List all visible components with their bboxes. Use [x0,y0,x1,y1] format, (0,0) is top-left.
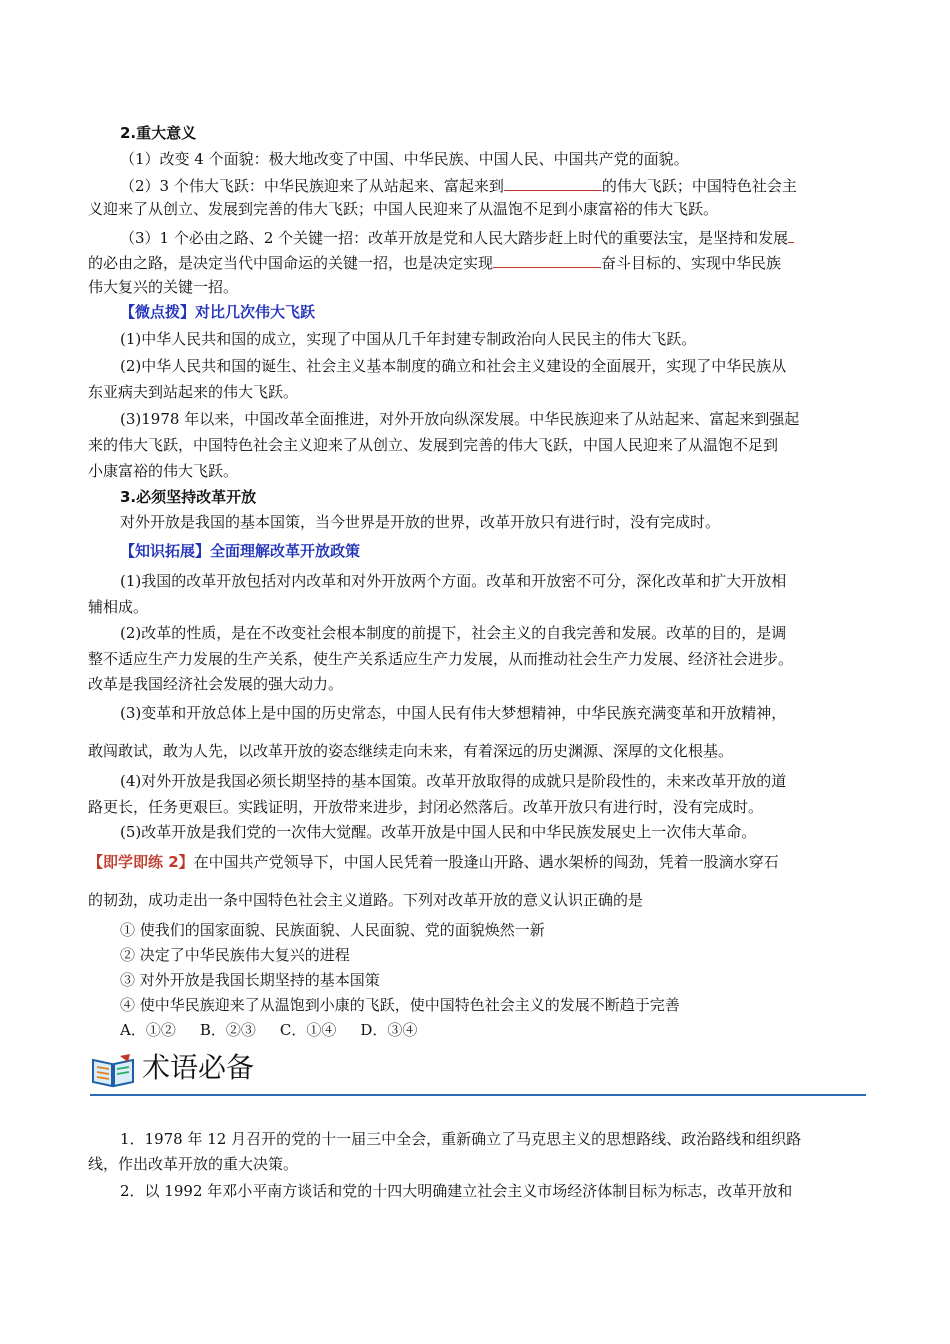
paragraph: 伟大复兴的关键一招。 [88,278,239,296]
paragraph [120,226,868,249]
tip-paragraph: (1)中华人民共和国的成立，实现了中国从几千年封建专制政治向人民民主的伟大飞跃。 [120,330,697,348]
term-paragraph: 2．以 1992 年邓小平南方谈话和党的十四大明确建立社会主义市场经济体制目标为标志，改革开放和 [120,1182,793,1200]
text-span: （3）1 个必由之路、2 个关键一招：改革开放是党和人民大踏步赶上时代的重要法宝，是坚持和发展 [120,229,789,247]
tip-paragraph: 整不适应生产力发展的生产关系，使生产关系适应生产力发展，从而推动社会生产力发展、经济社会进步。 [88,650,794,668]
answer-blank [504,174,602,191]
tip-paragraph: (4)对外开放是我国必须长期坚持的基本国策。改革开放取得的成就只是阶段性的，未来改革开放的道 [120,772,787,790]
text-span: 的伟大飞跃；中国特色社会主 [601,177,797,195]
paragraph: 义迎来了从创立、发展到完善的伟大飞跃；中国人民迎来了从温饱不足到小康富裕的伟大飞跃。 [88,200,719,218]
paragraph [88,251,868,274]
tip-paragraph: (5)改革开放是我们党的一次伟大觉醒。改革开放是中国人民和中华民族发展史上一次伟大革命。 [120,823,757,841]
paragraph: （1）改变 4 个面貌：极大地改变了中国、中华民族、中国人民、中国共产党的面貌。 [120,150,689,168]
exercise-question: 的韧劲，成功走出一条中国特色社会主义道路。下列对改革开放的意义认识正确的是 [88,891,644,909]
text-span: 在中国共产党领导下，中国人民凭着一股逢山开路、遇水架桥的闯劲，凭着一股滴水穿石 [193,853,779,871]
tip-paragraph: (1)我国的改革开放包括对内改革和对外开放两个方面。改革和开放密不可分，深化改革和扩大开放相 [120,572,787,590]
tip-paragraph: (3)变革和开放总体上是中国的历史常态，中国人民有伟大梦想精神，中华民族充满变革和开放精神， [120,704,787,722]
terms-title: 术语必备 [142,1051,255,1084]
exercise-item: ② 决定了中华民族伟大复兴的进程 [120,946,350,964]
tip-paragraph: (3)1978 年以来，中国改革全面推进，对外开放向纵深发展。中华民族迎来了从站起来、富起来到强起 [120,410,800,428]
term-paragraph: 线，作出改革开放的重大决策。 [88,1155,299,1173]
option-d[interactable]: D．③④ [360,1021,418,1039]
heading-divider [90,1094,866,1096]
exercise-question [88,851,868,873]
exercise-item: ④ 使中华民族迎来了从温饱到小康的飞跃，使中国特色社会主义的发展不断趋于完善 [120,996,680,1014]
tip-paragraph: 东亚病夫到站起来的伟大飞跃。 [88,383,299,401]
term-paragraph: 1．1978 年 12 月召开的党的十一届三中全会，重新确立了马克思主义的思想路线、政治路线和组织路 [120,1130,802,1148]
tip-paragraph: 小康富裕的伟大飞跃。 [88,462,239,480]
tip-title: 【微点拨】对比几次伟大飞跃 [120,303,316,321]
tip-paragraph: 敢闯敢试，敢为人先，以改革开放的姿态继续走向未来，有着深远的历史渊源、深厚的文化根基。 [88,742,734,760]
exercise-tag: 【即学即练 2】 [88,853,194,871]
paragraph [120,174,868,197]
option-a[interactable]: A．①② [120,1021,176,1039]
open-book-icon [90,1052,136,1090]
section-title: 3.必须坚持改革开放 [120,488,257,506]
terms-heading [90,1048,866,1098]
option-c[interactable]: C．①④ [279,1021,337,1039]
text-span: 的必由之路，是决定当代中国命运的关键一招，也是决定实现 [88,254,494,272]
section-title: 2.重大意义 [120,124,197,142]
option-b[interactable]: B．②③ [199,1021,256,1039]
tip-paragraph: (2)中华人民共和国的诞生、社会主义基本制度的确立和社会主义建设的全面展开，实现了中华民族从 [120,357,787,375]
answer-blank [788,226,794,243]
text-span: （2）3 个伟大飞跃：中华民族迎来了从站起来、富起来到 [120,177,504,195]
paragraph: 对外开放是我国的基本国策，当今世界是开放的世界，改革开放只有进行时，没有完成时。 [120,513,721,531]
tip-paragraph: (2)改革的性质，是在不改变社会根本制度的前提下，社会主义的自我完善和发展。改革的目的，是调 [120,624,787,642]
tip-paragraph: 来的伟大飞跃，中国特色社会主义迎来了从创立、发展到完善的伟大飞跃，中国人民迎来了从温饱不足到 [88,436,779,454]
exercise-item: ① 使我们的国家面貌、民族面貌、人民面貌、党的面貌焕然一新 [120,921,545,939]
tip-paragraph: 路更长，任务更艰巨。实践证明，开放带来进步，封闭必然落后。改革开放只有进行时，没有完成时。 [88,798,764,816]
exercise-options [120,1019,868,1041]
exercise-item: ③ 对外开放是我国长期坚持的基本国策 [120,971,380,989]
tip-title: 【知识拓展】全面理解改革开放政策 [120,542,361,560]
tip-paragraph: 辅相成。 [88,598,149,616]
text-span: 奋斗目标的、实现中华民族 [601,254,782,272]
answer-blank [493,251,601,268]
tip-paragraph: 改革是我国经济社会发展的强大动力。 [88,675,344,693]
